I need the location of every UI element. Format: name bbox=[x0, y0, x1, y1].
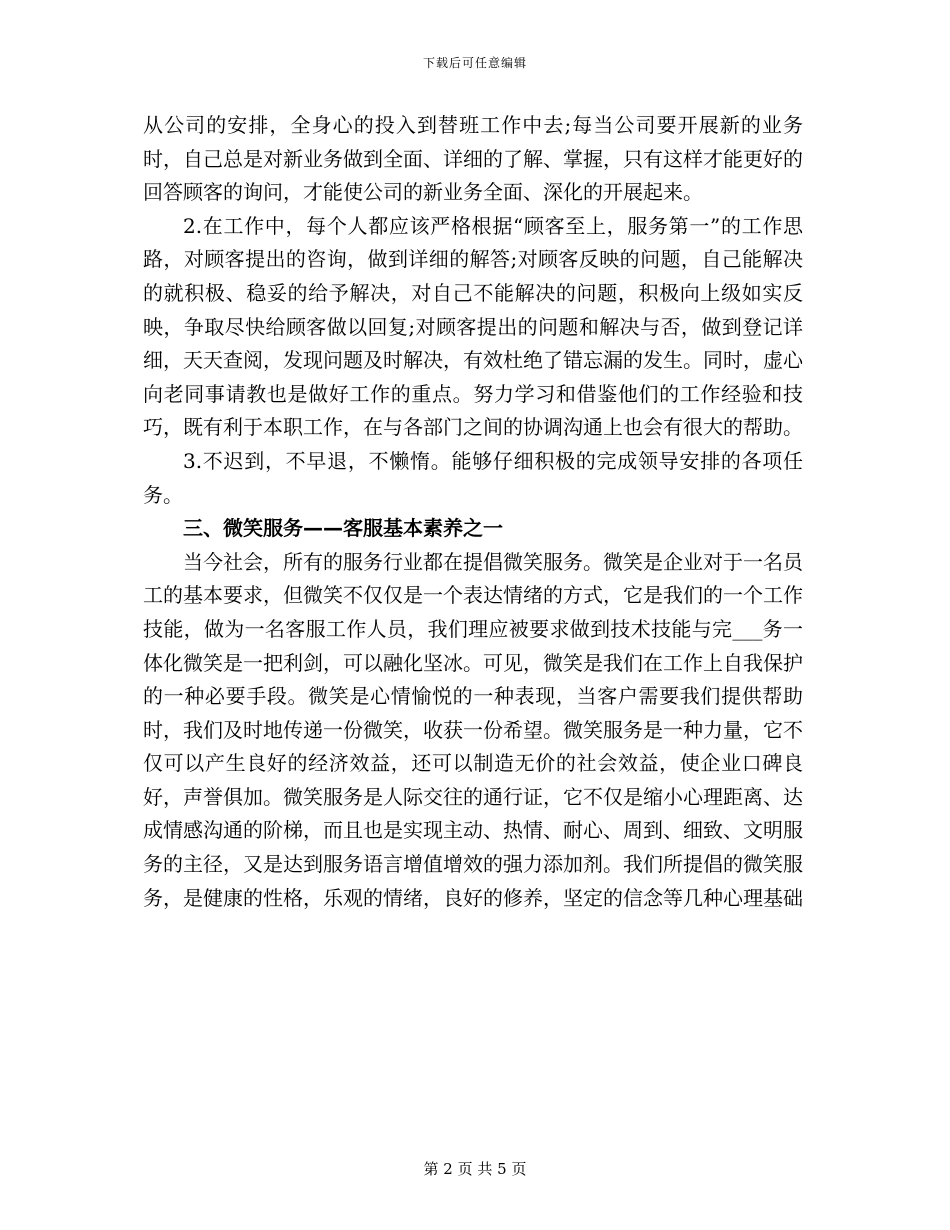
document-body bbox=[143, 109, 803, 915]
section-heading: 三、微笑服务——客服基本素养之一 bbox=[183, 516, 503, 541]
page-footer: 第 2 页 共 5 页 bbox=[423, 1160, 527, 1178]
paragraph-item-3: 3.不迟到，不早退，不懒惰。能够仔细积极的完成领导安排的各项任务。 bbox=[143, 448, 803, 507]
page-header: 下载后可任意编辑 bbox=[422, 56, 527, 70]
paragraph-continuation: 从公司的安排，全身心的投入到替班工作中去;每当公司要开展新的业务时，自己总是对新业务做到全面、详细的了解、掌握，只有这样才能更好的回答顾客的询问，才能使公司的新业务全面、深化的开展起来。 bbox=[143, 113, 803, 205]
section-paragraph: 当今社会，所有的服务行业都在提倡微笑服务。微笑是企业对于一名员工的基本要求，但微笑不仅仅是一个表达情绪的方式，它是我们的一个工作技能，做为一名客服工作人员，我们理应被要求做到技术技能与完___务一体化微笑是一把利剑，可以融化坚冰。可见，微笑是我们在工作上自我保护的一种必要手段。微笑是心情愉悦的一种表现，当客户需要我们提供帮助时，我们及时地传递一份微笑，收获一份希望。微笑服务是一种力量，它不仅可以产生良好的经济效益，还可以制造无价的社会效益，使企业口碑良好，声誉俱加。微笑服务是人际交往的通行证，它不仅是缩小心理距离、达成情感沟通的阶梯，而且也是实现主动、热情、耐心、周到、细致、文明服务的主径，又是达到服务语言增值增效的强力添加剂。我们所提倡的微笑服务，是健康的性格，乐观的情绪，良好的修养，坚定的信念等几种心理基础 bbox=[143, 549, 803, 910]
paragraph-item-2: 2.在工作中，每个人都应该严格根据“顾客至上，服务第一”的工作思路，对顾客提出的咨询，做到详细的解答;对顾客反映的问题，自己能解决的就积极、稳妥的给予解决，对自己不能解决的问题，积极向上级如实反映，争取尽快给顾客做以回复;对顾客提出的问题和解决与否，做到登记详细，天天查阅，发现问题及时解决，有效杜绝了错忘漏的发生。同时，虚心向老同事请教也是做好工作的重点。努力学习和借鉴他们的工作经验和技巧，既有利于本职工作，在与各部门之间的协调沟通上也会有很大的帮助。 bbox=[143, 213, 803, 440]
